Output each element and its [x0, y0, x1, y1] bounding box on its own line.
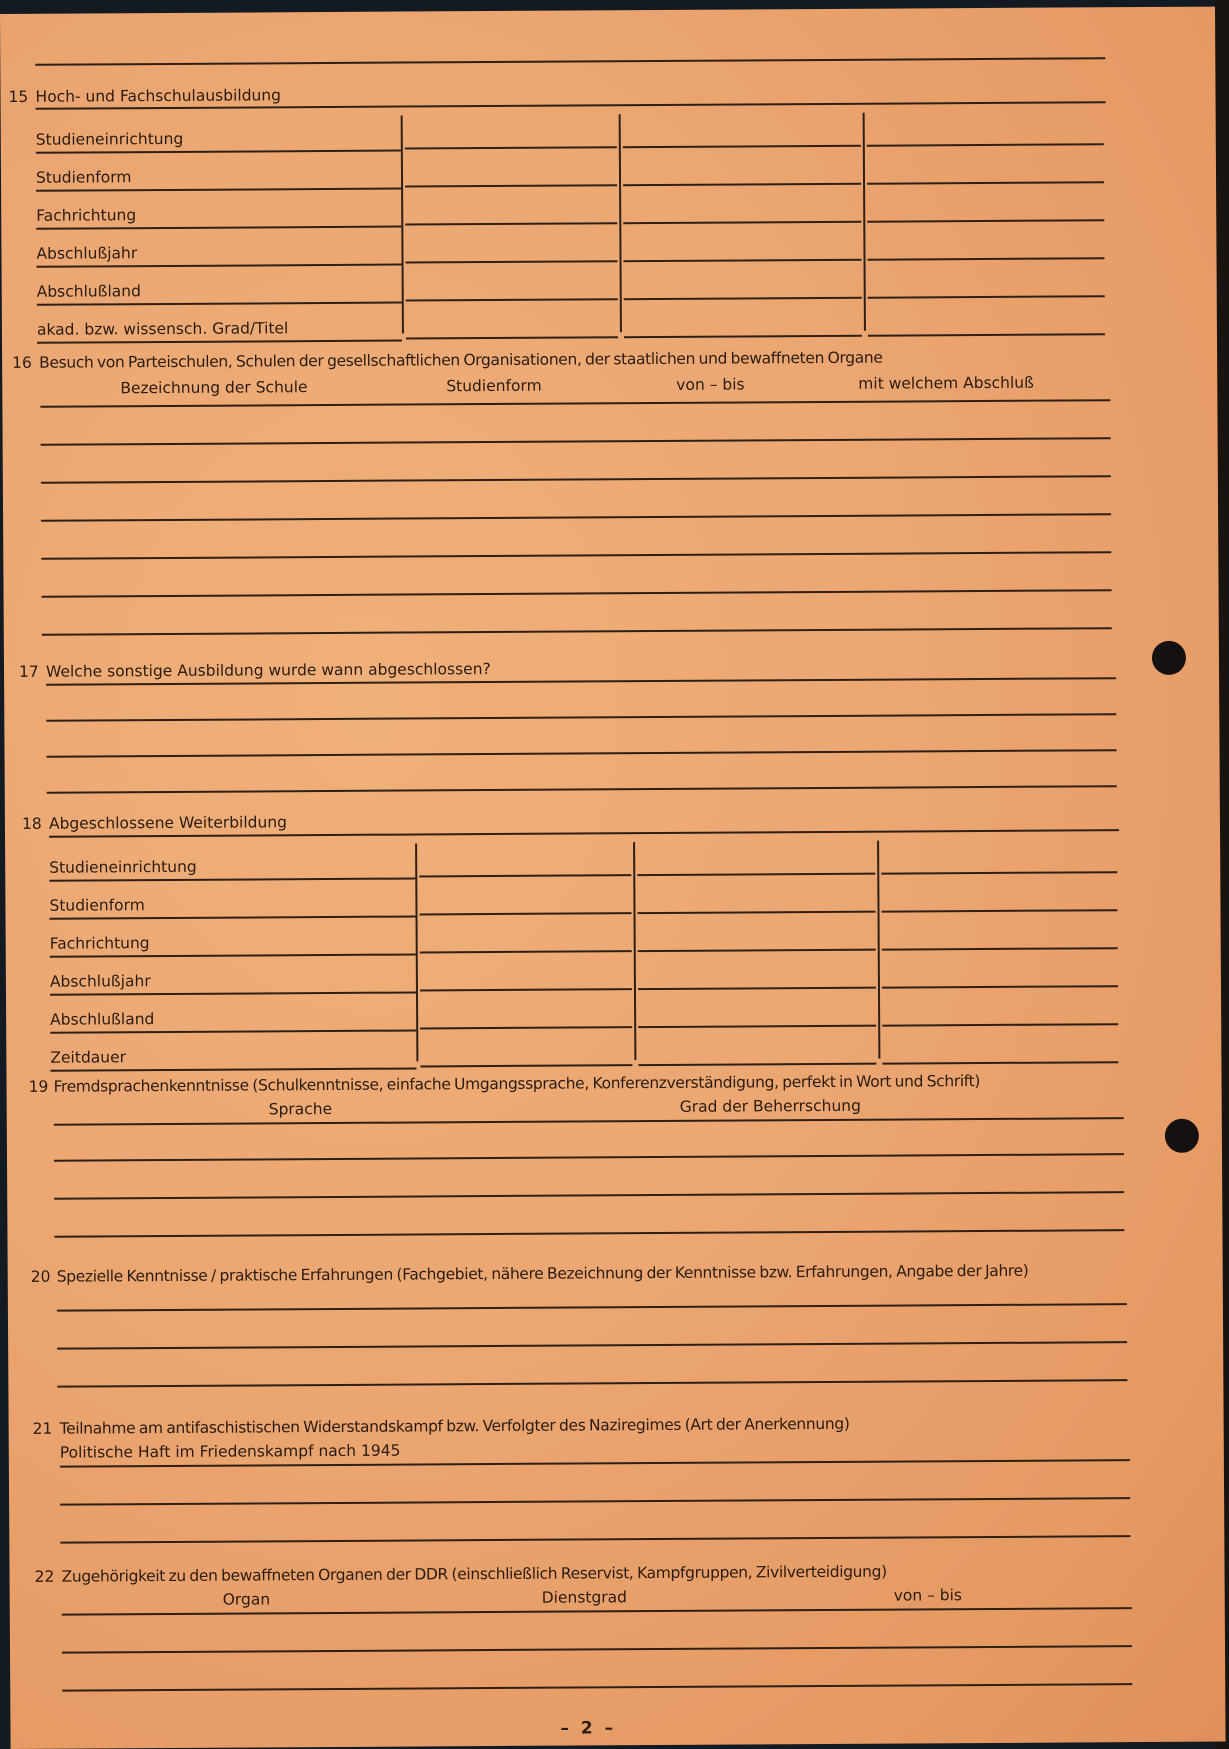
entry-field[interactable]	[623, 155, 861, 184]
column-header: Grad der Beherrschung	[679, 1096, 861, 1116]
section-subtitle: Politische Haft im Friedenskampf nach 1945	[59, 1441, 401, 1462]
column-header: Dienstgrad	[541, 1588, 628, 1607]
column-header: Bezeichnung der Schule	[120, 378, 308, 398]
column-header: von – bis	[893, 1586, 963, 1605]
entry-field[interactable]	[405, 194, 617, 223]
row-label: akad. bzw. wissensch. Grad/Titel	[36, 319, 289, 339]
form-line	[35, 57, 1105, 66]
form-line	[36, 226, 401, 230]
column-divider	[877, 841, 880, 1059]
form-line	[36, 150, 401, 154]
punch-hole	[1165, 1119, 1199, 1153]
column-header: Organ	[222, 1590, 271, 1609]
section-number: 20	[30, 1267, 51, 1286]
section-number: 21	[32, 1419, 53, 1438]
row-label: Abschlußjahr	[36, 244, 138, 263]
entry-field[interactable]	[638, 1035, 876, 1064]
entry-field[interactable]	[405, 156, 617, 185]
section-15	[0, 7, 1215, 339]
section-title: Hoch- und Fachschulausbildung	[35, 86, 282, 106]
row-label: Fachrichtung	[49, 934, 150, 953]
entry-field[interactable]	[881, 881, 1117, 910]
section-number: 22	[34, 1567, 55, 1586]
form-line	[50, 953, 416, 957]
row-label: Zeitdauer	[50, 1048, 127, 1067]
entry-field[interactable]	[638, 997, 876, 1026]
entry-field[interactable]	[867, 153, 1104, 182]
entry-field[interactable]	[638, 921, 876, 950]
section-title: Fremdsprachenkenntnisse (Schulkenntnisse, einfache Umgangssprache, Konferenzverständigung, perfekt in Wort und Schrift)	[53, 1072, 981, 1096]
entry-field[interactable]	[882, 957, 1118, 986]
section-title: Spezielle Kenntnisse / praktische Erfahrungen (Fachgebiet, nähere Bezeichnung der Kenntnisse bzw. Erfahrungen, Angabe der Jahre)	[56, 1261, 1029, 1286]
entry-field[interactable]	[638, 959, 876, 988]
row-label: Abschlußland	[36, 282, 141, 301]
form-line	[36, 188, 401, 192]
column-header: von – bis	[676, 375, 745, 394]
entry-field[interactable]	[882, 919, 1118, 948]
form-line	[50, 915, 416, 919]
punch-hole	[1152, 641, 1186, 675]
entry-field[interactable]	[637, 845, 875, 874]
column-divider	[633, 842, 636, 1060]
column-header: Studienform	[446, 376, 542, 396]
row-label: Abschlußjahr	[49, 972, 151, 991]
entry-field[interactable]	[868, 267, 1105, 296]
column-divider	[619, 114, 622, 332]
section-number: 19	[28, 1077, 49, 1096]
page-number: – 2 –	[560, 1718, 617, 1739]
entry-field[interactable]	[882, 995, 1118, 1024]
row-label: Studieneinrichtung	[49, 857, 197, 877]
form-line	[50, 991, 416, 995]
section-title: Zugehörigkeit zu den bewaffneten Organen der DDR (einschließlich Reservist, Kampfgruppen, Zivilverteidigung)	[61, 1562, 887, 1586]
section-title: Teilnahme am antifaschistischen Widerstandskampf bzw. Verfolgter des Naziregimes (Art der Anerkennung)	[59, 1414, 850, 1438]
entry-field[interactable]	[420, 998, 632, 1027]
column-header: Sprache	[268, 1099, 333, 1119]
entry-field[interactable]	[624, 307, 862, 336]
form-line	[37, 302, 402, 306]
entry-field[interactable]	[867, 191, 1104, 220]
entry-field[interactable]	[420, 960, 632, 989]
section-title: Besuch von Parteischulen, Schulen der gesellschaftlichen Organisationen, der staatlichen und bewaffneten Organe	[39, 348, 883, 372]
section-number: 17	[18, 662, 39, 681]
entry-field[interactable]	[624, 269, 862, 298]
form-line	[49, 877, 415, 881]
form-line	[50, 1067, 416, 1071]
entry-field[interactable]	[405, 118, 617, 147]
section-title: Abgeschlossene Weiterbildung	[48, 813, 288, 833]
section-number: 18	[21, 814, 42, 833]
entry-field[interactable]	[867, 229, 1104, 258]
form-line	[37, 264, 402, 268]
entry-field[interactable]	[637, 883, 875, 912]
section-number: 15	[8, 87, 29, 106]
form-line	[37, 340, 402, 344]
entry-field[interactable]	[867, 115, 1104, 144]
entry-field[interactable]	[406, 270, 618, 299]
entry-field[interactable]	[881, 843, 1117, 872]
form-page	[0, 7, 1226, 1749]
entry-field[interactable]	[420, 922, 632, 951]
entry-field[interactable]	[420, 1036, 632, 1065]
entry-field[interactable]	[623, 231, 861, 260]
column-divider	[863, 113, 866, 331]
section-number: 16	[12, 353, 32, 372]
entry-field[interactable]	[868, 305, 1105, 334]
entry-field[interactable]	[406, 308, 618, 337]
entry-field[interactable]	[419, 846, 631, 875]
row-label: Fachrichtung	[36, 206, 137, 225]
entry-field[interactable]	[623, 117, 861, 146]
entry-field[interactable]	[882, 1033, 1118, 1062]
form-line	[50, 1029, 416, 1033]
row-label: Studieneinrichtung	[35, 129, 184, 149]
column-header: mit welchem Abschluß	[858, 373, 1034, 393]
row-label: Abschlußland	[50, 1010, 155, 1029]
row-label: Studienform	[49, 896, 145, 915]
entry-field[interactable]	[419, 884, 631, 913]
section-title: Welche sonstige Ausbildung wurde wann abgeschlossen?	[45, 660, 491, 681]
row-label: Studienform	[35, 168, 132, 187]
entry-field[interactable]	[405, 232, 617, 261]
entry-field[interactable]	[623, 193, 861, 222]
